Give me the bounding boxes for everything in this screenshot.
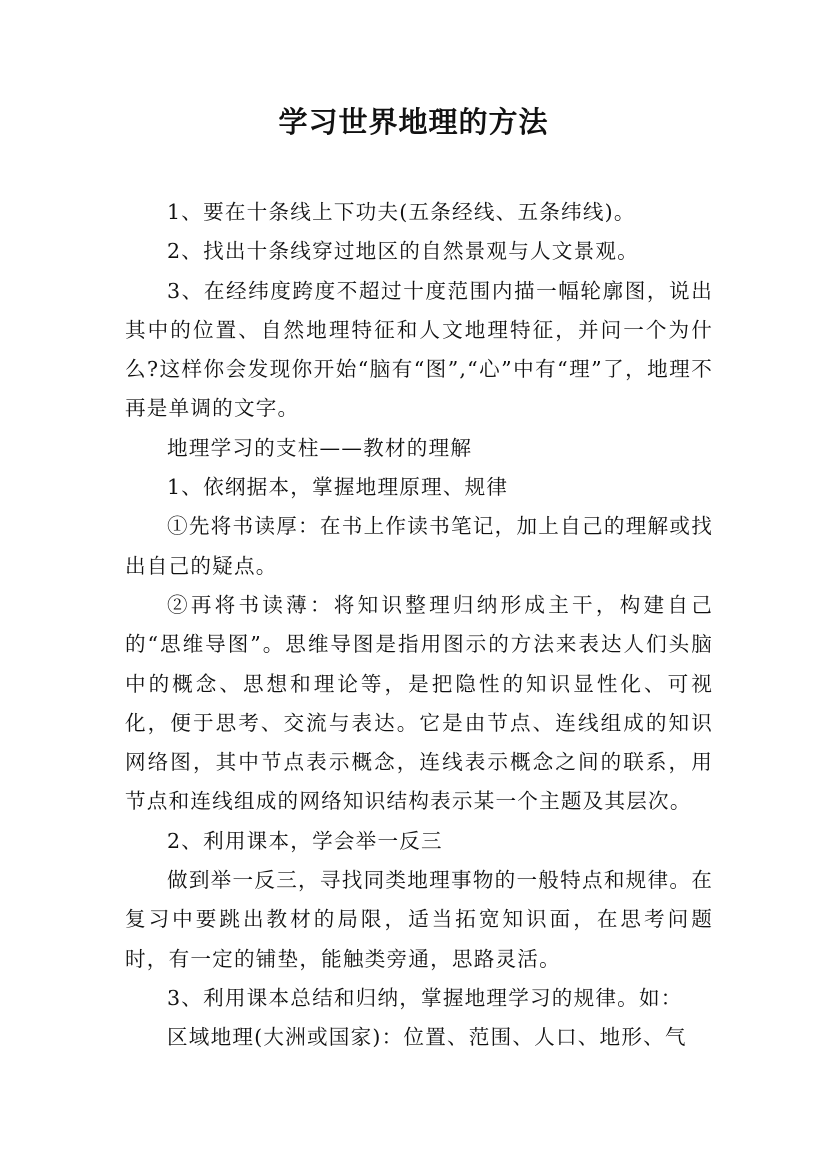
paragraph: 2、利用课本，学会举一反三 <box>167 828 443 853</box>
paragraph: ②再将书读薄：将知识整理归纳形成主干，构建自己的“思维导图”。思维导图是指用图示的方法来表达人们头脑中的概念、思想和理论等，是把隐性的知识显性化、可视化，便于思考、交流与表达。它是由节点、连线组成的知识网络图，其中节点表示概念，连线表示概念之间的联系，用节点和连线组成的网络知识结构表示某一个主题及其层次。 <box>125 592 713 814</box>
paragraph: ①先将书读厚：在书上作读书笔记，加上自己的理解或找出自己的疑点。 <box>125 514 713 578</box>
document-body <box>125 193 713 1058</box>
paragraph: 1、要在十条线上下功夫(五条经线、五条纬线)。 <box>167 200 636 224</box>
paragraph: 3、在经纬度跨度不超过十度范围内描一幅轮廓图，说出其中的位置、自然地理特征和人文地理特征，并问一个为什么?这样你会发现你开始“脑有“图”,“心”中有“理”了，地理不再是单调的文字。 <box>125 278 713 421</box>
paragraph: 做到举一反三，寻找同类地理事物的一般特点和规律。在复习中要跳出教材的局限，适当拓宽知识面，在思考问题时，有一定的铺垫，能触类旁通，思路灵活。 <box>125 868 713 971</box>
paragraph: 区域地理(大洲或国家)：位置、范围、人口、地形、气 <box>167 1025 687 1050</box>
paragraph: 1、依纲据本，掌握地理原理、规律 <box>167 475 509 500</box>
document-title: 学习世界地理的方法 <box>278 105 549 139</box>
paragraph: 2、找出十条线穿过地区的自然景观与人文景观。 <box>167 239 639 264</box>
paragraph: 3、利用课本总结和归纳，掌握地理学习的规律。如： <box>167 985 683 1010</box>
section-heading: 地理学习的支柱——教材的理解 <box>167 435 473 460</box>
